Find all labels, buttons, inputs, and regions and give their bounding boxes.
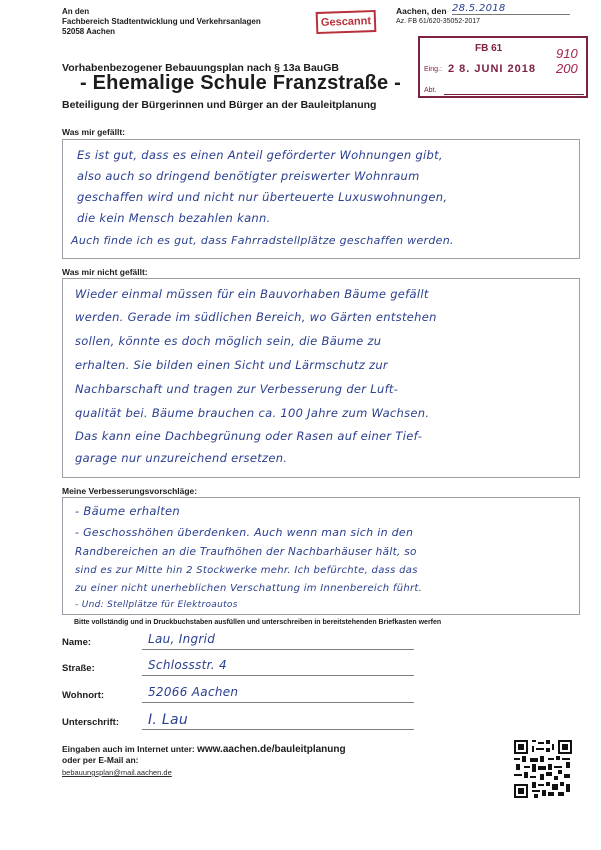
suggestion-line-5: zu einer nicht unerheblichen Verschattung im Innenbereich führt. bbox=[75, 583, 423, 594]
name-field-line[interactable] bbox=[142, 649, 414, 650]
receipt-handwritten-number: 910 200 bbox=[556, 46, 578, 76]
receipt-dept: FB 61 bbox=[475, 43, 503, 54]
liked-line-5: Auch finde ich es gut, dass Fahrradstellplätze geschaffen werden. bbox=[71, 234, 454, 247]
street-field[interactable]: Schlossstr. 4 bbox=[148, 658, 227, 672]
city-label: Wohnort: bbox=[62, 690, 105, 701]
receipt-divider bbox=[444, 94, 584, 95]
recipient-line-1: An den bbox=[62, 7, 90, 16]
disliked-line-2: werden. Gerade im südlichen Bereich, wo Gärten entstehen bbox=[75, 310, 437, 324]
signature-label: Unterschrift: bbox=[62, 717, 120, 728]
disliked-line-7: Das kann eine Dachbegrünung oder Rasen auf einer Tief- bbox=[75, 429, 423, 443]
liked-line-4: die kein Mensch bezahlen kann. bbox=[77, 211, 271, 225]
internet-line bbox=[62, 744, 346, 755]
email-link[interactable]: bebauungsplan@mail.aachen.de bbox=[62, 768, 172, 777]
name-field[interactable]: Lau, Ingrid bbox=[148, 632, 216, 646]
qr-code-icon bbox=[514, 740, 572, 798]
liked-textbox[interactable] bbox=[62, 139, 580, 259]
internet-link[interactable]: www.aachen.de/bauleitplanung bbox=[197, 744, 346, 755]
city-field-line[interactable] bbox=[142, 702, 414, 703]
disliked-line-3: sollen, könnte es doch möglich sein, die Bäume zu bbox=[75, 334, 382, 348]
suggestion-line-4: sind es zur Mitte hin 2 Stockwerke mehr. Ich befürchte, dass das bbox=[75, 565, 418, 576]
disliked-line-4: erhalten. Sie bilden einen Sicht und Lärmschutz zur bbox=[75, 358, 388, 372]
date-label: Aachen, den bbox=[396, 6, 447, 16]
suggestions-textbox[interactable] bbox=[62, 497, 580, 615]
disliked-line-5: Nachbarschaft und tragen zur Verbesserung der Luft- bbox=[75, 382, 399, 396]
disliked-textbox[interactable] bbox=[62, 278, 580, 478]
recipient-line-3: 52058 Aachen bbox=[62, 27, 116, 36]
form-instruction: Bitte vollständig und in Druckbuchstaben ausfüllen und unterschreiben in bereitstehenden Briefkasten werfen bbox=[74, 619, 442, 626]
liked-line-2: also auch so dringend benötigter preiswerter Wohnraum bbox=[77, 169, 420, 183]
handwritten-date: 28.5.2018 bbox=[452, 3, 506, 14]
name-label: Name: bbox=[62, 637, 92, 648]
recipient-line-2: Fachbereich Stadtentwicklung und Verkehrsanlagen bbox=[62, 17, 261, 26]
suggestion-line-2: - Geschosshöhen überdenken. Auch wenn man sich in den bbox=[75, 526, 414, 539]
internet-prefix: Eingaben auch im Internet unter: bbox=[62, 744, 198, 754]
disliked-label: Was mir nicht gefällt: bbox=[62, 267, 148, 277]
signature-field-line[interactable] bbox=[142, 729, 414, 730]
street-field-line[interactable] bbox=[142, 675, 414, 676]
city-field[interactable]: 52066 Aachen bbox=[148, 685, 239, 699]
disliked-line-8: garage nur unzureichend ersetzen. bbox=[75, 451, 288, 465]
receipt-eing-label: Eing.: bbox=[424, 66, 442, 73]
email-prefix: oder per E-Mail an: bbox=[62, 755, 139, 765]
date-underline bbox=[452, 14, 570, 15]
street-label: Straße: bbox=[62, 663, 95, 674]
disliked-line-6: qualität bei. Bäume brauchen ca. 100 Jahre zum Wachsen. bbox=[75, 406, 430, 420]
participation-heading: Beteiligung der Bürgerinnen und Bürger an der Bauleitplanung bbox=[62, 99, 377, 111]
suggestion-line-1: - Bäume erhalten bbox=[75, 504, 180, 518]
liked-label: Was mir gefällt: bbox=[62, 127, 125, 137]
receipt-date: 2 8. JUNI 2018 bbox=[448, 63, 536, 75]
suggestion-line-3: Randbereichen an die Traufhöhen der Nachbarhäuser hält, so bbox=[75, 546, 417, 558]
reference-number: Az. FB 61/620-35052-2017 bbox=[396, 18, 481, 25]
gescannt-stamp: Gescannt bbox=[316, 10, 377, 34]
liked-line-3: geschaffen wird und nicht nur überteuerte Luxuswohnungen, bbox=[77, 190, 448, 204]
suggestion-line-6: - Und: Stellplätze für Elektroautos bbox=[75, 600, 238, 610]
page-title: - Ehemalige Schule Franzstraße - bbox=[80, 72, 401, 94]
suggestions-label: Meine Verbesserungsvorschläge: bbox=[62, 486, 198, 496]
plan-subtitle: Vorhabenbezogener Bebauungsplan nach § 13a BauGB bbox=[62, 62, 339, 74]
liked-line-1: Es ist gut, dass es einen Anteil geförderter Wohnungen gibt, bbox=[77, 148, 443, 162]
receipt-abt-label: Abt. bbox=[424, 87, 437, 94]
disliked-line-1: Wieder einmal müssen für ein Bauvorhaben Bäume gefällt bbox=[75, 287, 429, 301]
receipt-stamp bbox=[418, 36, 588, 98]
signature-field[interactable]: I. Lau bbox=[148, 712, 189, 728]
